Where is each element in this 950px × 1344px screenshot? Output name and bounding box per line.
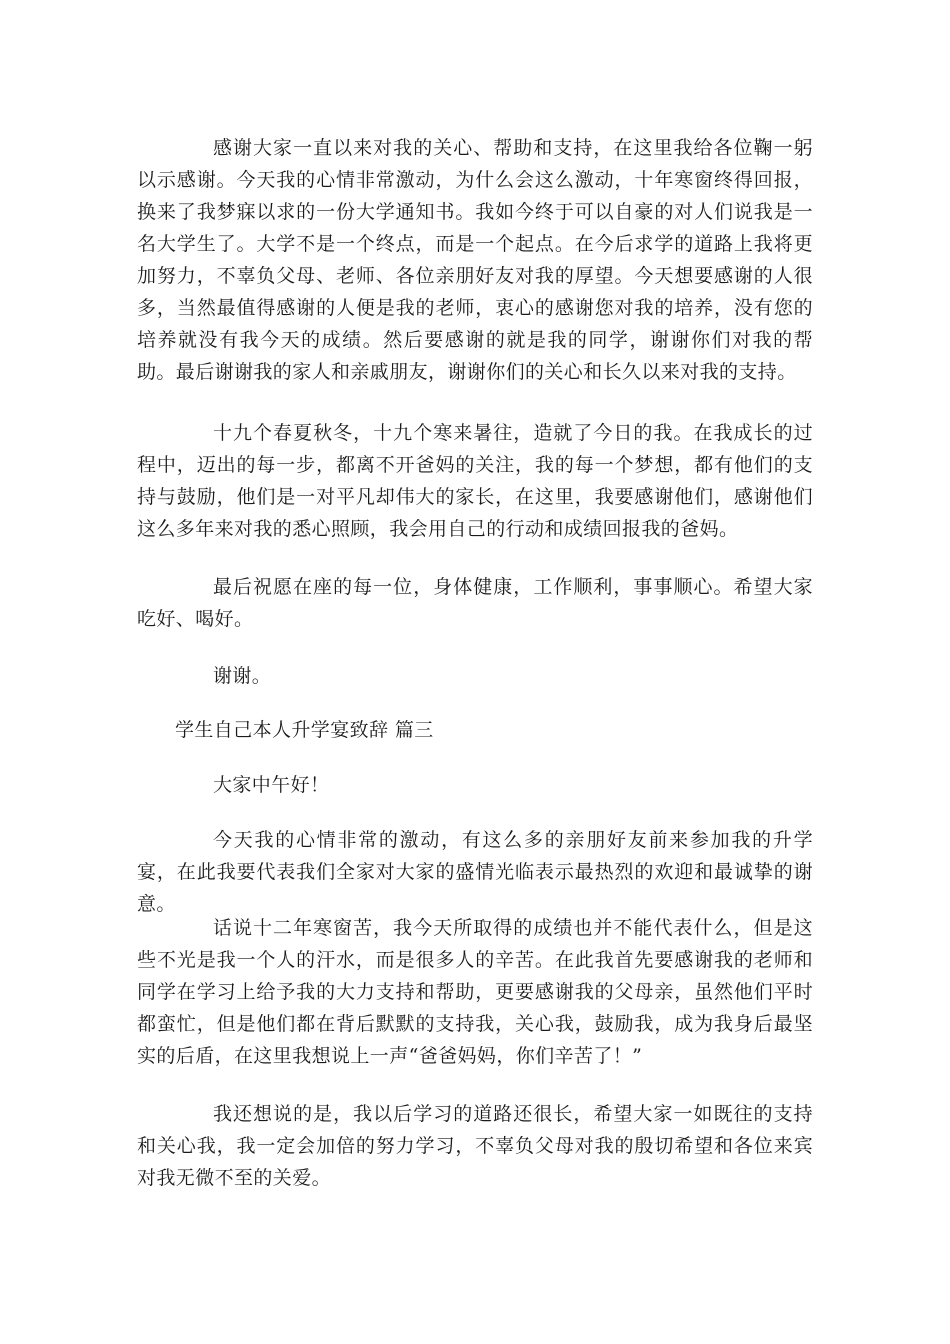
paragraph-welcome: 今天我的心情非常的激动，有这么多的亲朋好友前来参加我的升学宴，在此我要代表我们全家对大家的盛情光临表示最热烈的欢迎和最诚挚的谢意。	[137, 829, 813, 915]
section-heading: 学生自己本人升学宴致辞 篇三	[175, 719, 434, 741]
paragraph-closing: 谢谢。	[213, 665, 272, 687]
paragraph-parents: 十九个春夏秋冬，十九个寒来暑往，造就了今日的我。在我成长的过程中，迈出的每一步，都离不开爸妈的关注，我的每一个梦想，都有他们的支持与鼓励，他们是一对平凡却伟大的家长，在这里，我要感谢他们，感谢他们这么多年来对我的悉心照顾，我会用自己的行动和成绩回报我的爸妈。	[137, 422, 813, 540]
paragraph-thanks: 感谢大家一直以来对我的关心、帮助和支持，在这里我给各位鞠一躬以示感谢。今天我的心情非常激动，为什么会这么激动，十年寒窗终得回报，换来了我梦寐以求的一份大学通知书。我如今终于可以自豪的对人们说我是一名大学生了。大学不是一个终点，而是一个起点。在今后求学的道路上我将更加努力，不辜负父母、老师、各位亲朋好友对我的厚望。今天想要感谢的人很多，当然最值得感谢的人便是我的老师，衷心的感谢您对我的培养，没有您的培养就没有我今天的成绩。然后要感谢的就是我的同学，谢谢你们对我的帮助。最后谢谢我的家人和亲戚朋友，谢谢你们的关心和长久以来对我的支持。	[137, 137, 813, 383]
paragraph-gratitude: 话说十二年寒窗苦，我今天所取得的成绩也并不能代表什么，但是这些不光是我一个人的汗水，而是很多人的辛苦。在此我首先要感谢我的老师和同学在学习上给予我的大力支持和帮助，更要感谢我的父母亲，虽然他们平时都蛮忙，但是他们都在背后默默的支持我，关心我，鼓励我，成为我身后最坚实的后盾，在这里我想说上一声“爸爸妈妈，你们辛苦了！”	[137, 917, 813, 1067]
paragraph-greeting: 大家中午好！	[213, 774, 330, 796]
paragraph-future: 我还想说的是，我以后学习的道路还很长，希望大家一如既往的支持和关心我，我一定会加倍的努力学习，不辜负父母对我的殷切希望和各位来宾对我无微不至的关爱。	[137, 1103, 813, 1189]
paragraph-wishes: 最后祝愿在座的每一位，身体健康，工作顺利，事事顺心。希望大家吃好、喝好。	[137, 576, 813, 630]
